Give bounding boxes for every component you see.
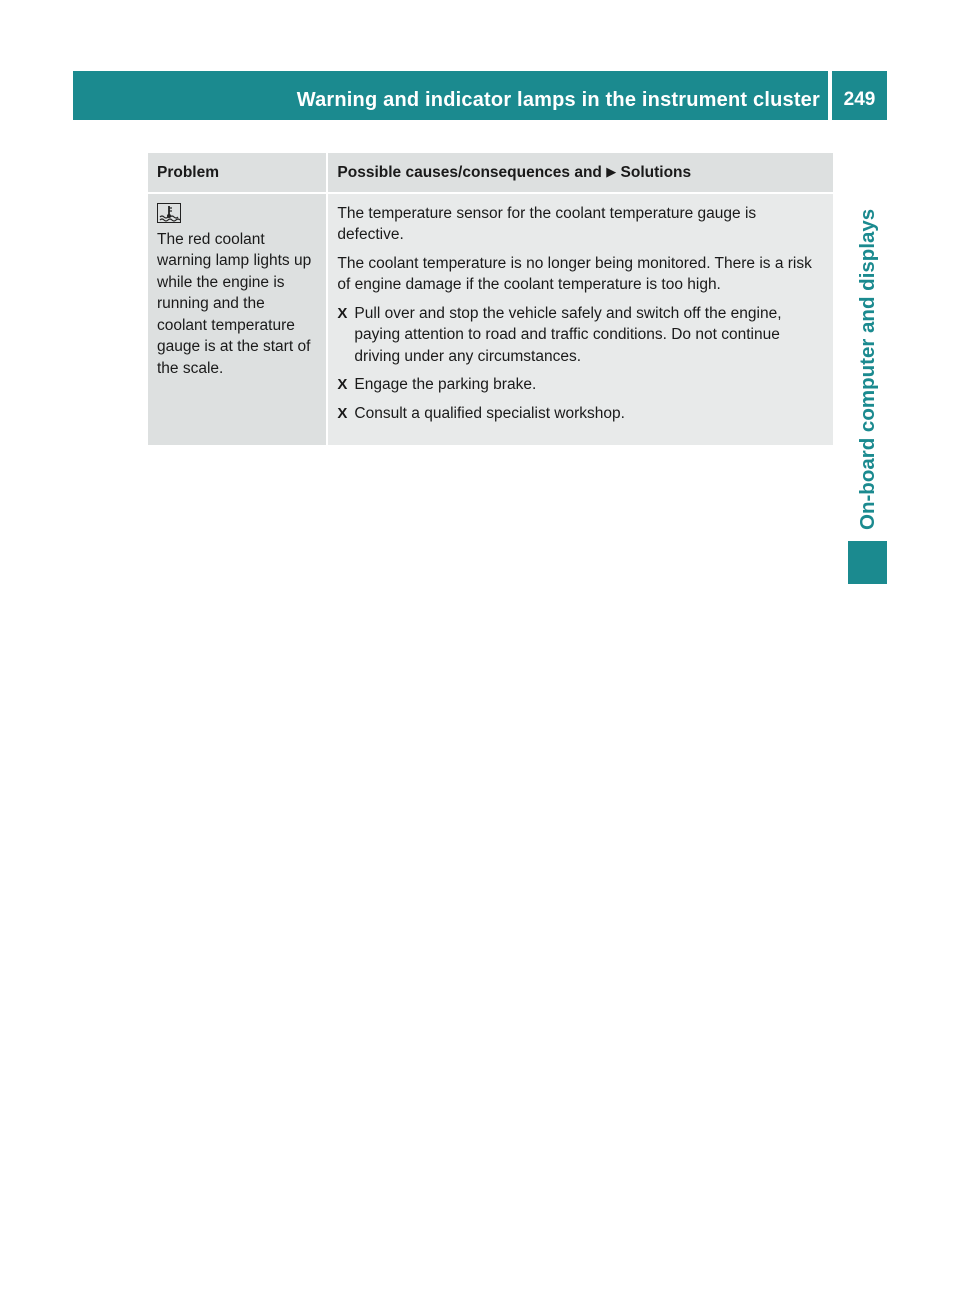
solution-step (337, 374, 824, 396)
solution-cell (327, 193, 833, 446)
page-number-box (832, 71, 887, 120)
step-text: Pull over and stop the vehicle safely and switch off the engine, paying attention to road and traffic conditions. Do not continue driving under any circumstances. (354, 304, 782, 365)
arrow-right-icon: ▶ (606, 164, 617, 179)
cause-text: The coolant temperature is no longer being monitored. There is a risk of engine damage if the coolant temperature is too high. (337, 254, 812, 293)
header-solutions-suffix: Solutions (620, 164, 692, 181)
table-header-row (148, 153, 833, 193)
page-title: Warning and indicator lamps in the instrument cluster (296, 89, 820, 111)
cause-text: The temperature sensor for the coolant temperature gauge is defective. (337, 204, 757, 243)
step-marker-icon: X (337, 404, 348, 422)
step-marker-icon: X (337, 304, 348, 322)
section-label: On-board computer and displays (856, 208, 879, 530)
solution-step (337, 303, 824, 368)
header-solutions-prefix: Possible causes/consequences and (337, 164, 602, 181)
header-problem: Problem (148, 153, 327, 193)
step-text: Engage the parking brake. (354, 376, 537, 393)
side-tab-marker (848, 541, 887, 584)
problem-description: The red coolant warning lamp lights up while the engine is running and the coolant temperature gauge is at the start of the scale. (157, 230, 312, 377)
step-text: Consult a qualified specialist workshop. (354, 404, 625, 422)
step-marker-icon: X (337, 376, 348, 393)
table-row (148, 193, 833, 446)
problem-cell (148, 193, 327, 446)
header-solutions (327, 153, 833, 193)
header-bar (73, 71, 828, 120)
solution-step (337, 403, 824, 425)
page-number: 249 (843, 89, 876, 110)
problem-table (148, 153, 833, 445)
coolant-temperature-warning-icon (157, 203, 181, 223)
